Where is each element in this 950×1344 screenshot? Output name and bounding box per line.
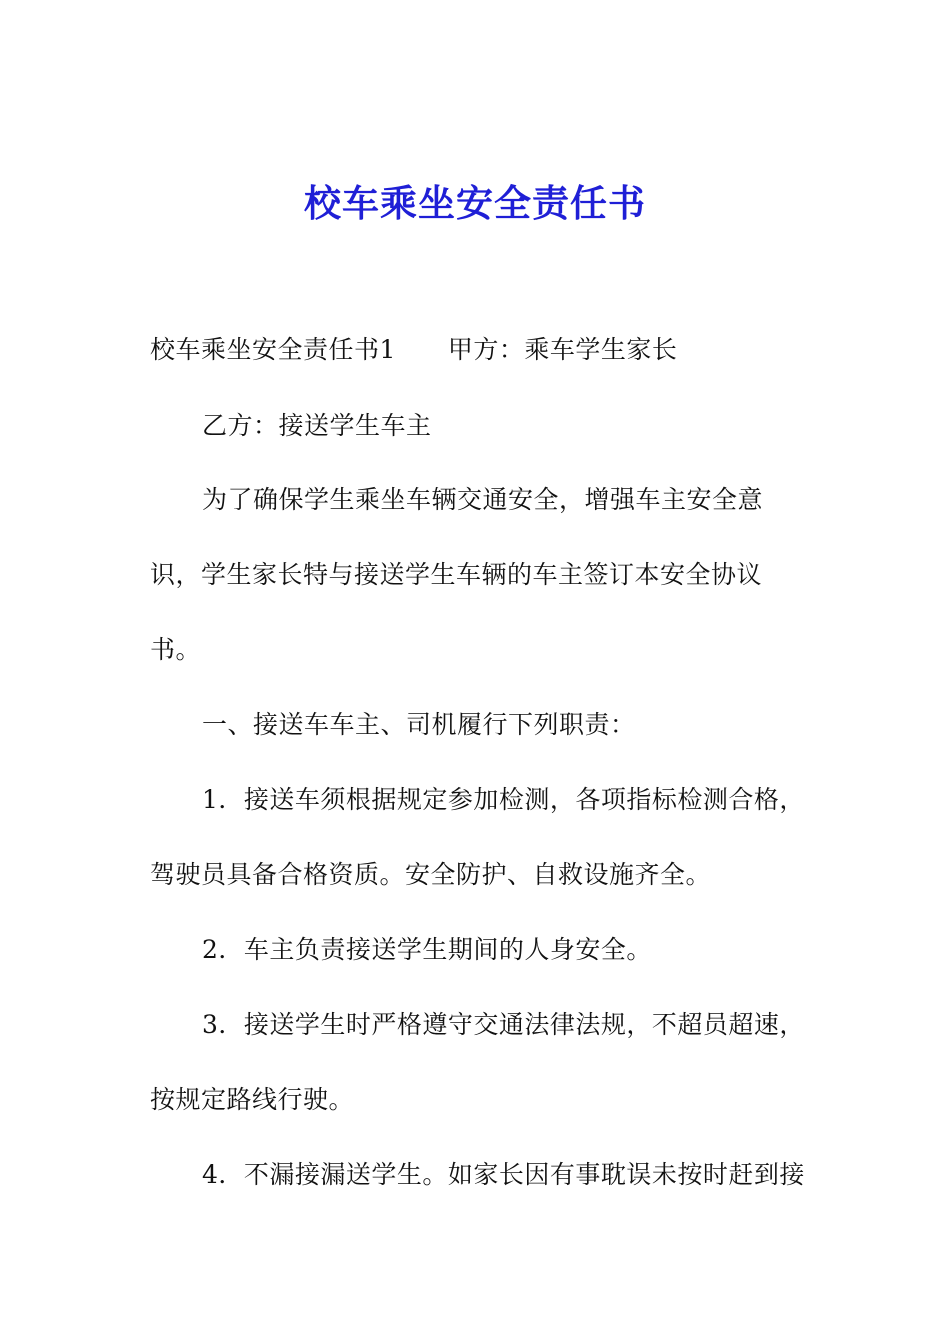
- intro-line-1: 为了确保学生乘坐车辆交通安全，增强车主安全意: [202, 485, 764, 514]
- item-1-line-1: 1．接送车须根据规定参加检测，各项指标检测合格，: [202, 785, 805, 814]
- section-1-heading: 一、接送车车主、司机履行下列职责：: [202, 710, 636, 739]
- heading-line: [150, 332, 677, 368]
- item-2: 2．车主负责接送学生期间的人身安全。: [202, 935, 652, 964]
- intro-line-2: 识，学生家长特与接送学生车辆的车主签订本安全协议: [150, 560, 763, 589]
- document-title: 校车乘坐安全责任书: [304, 182, 646, 225]
- intro-line-3: 书。: [150, 635, 202, 664]
- item-4-line-1: 4．不漏接漏送学生。如家长因有事耽误未按时赶到接: [202, 1160, 805, 1189]
- document-reference: 校车乘坐安全责任书1: [150, 335, 396, 364]
- party-b: 乙方：接送学生车主: [202, 411, 432, 440]
- item-3-line-2: 按规定路线行驶。: [150, 1085, 355, 1114]
- item-1-line-2: 驾驶员具备合格资质。安全防护、自救设施齐全。: [150, 860, 712, 889]
- item-3-line-1: 3．接送学生时严格遵守交通法律法规，不超员超速，: [202, 1010, 805, 1039]
- party-a: 甲方：乘车学生家长: [447, 335, 678, 364]
